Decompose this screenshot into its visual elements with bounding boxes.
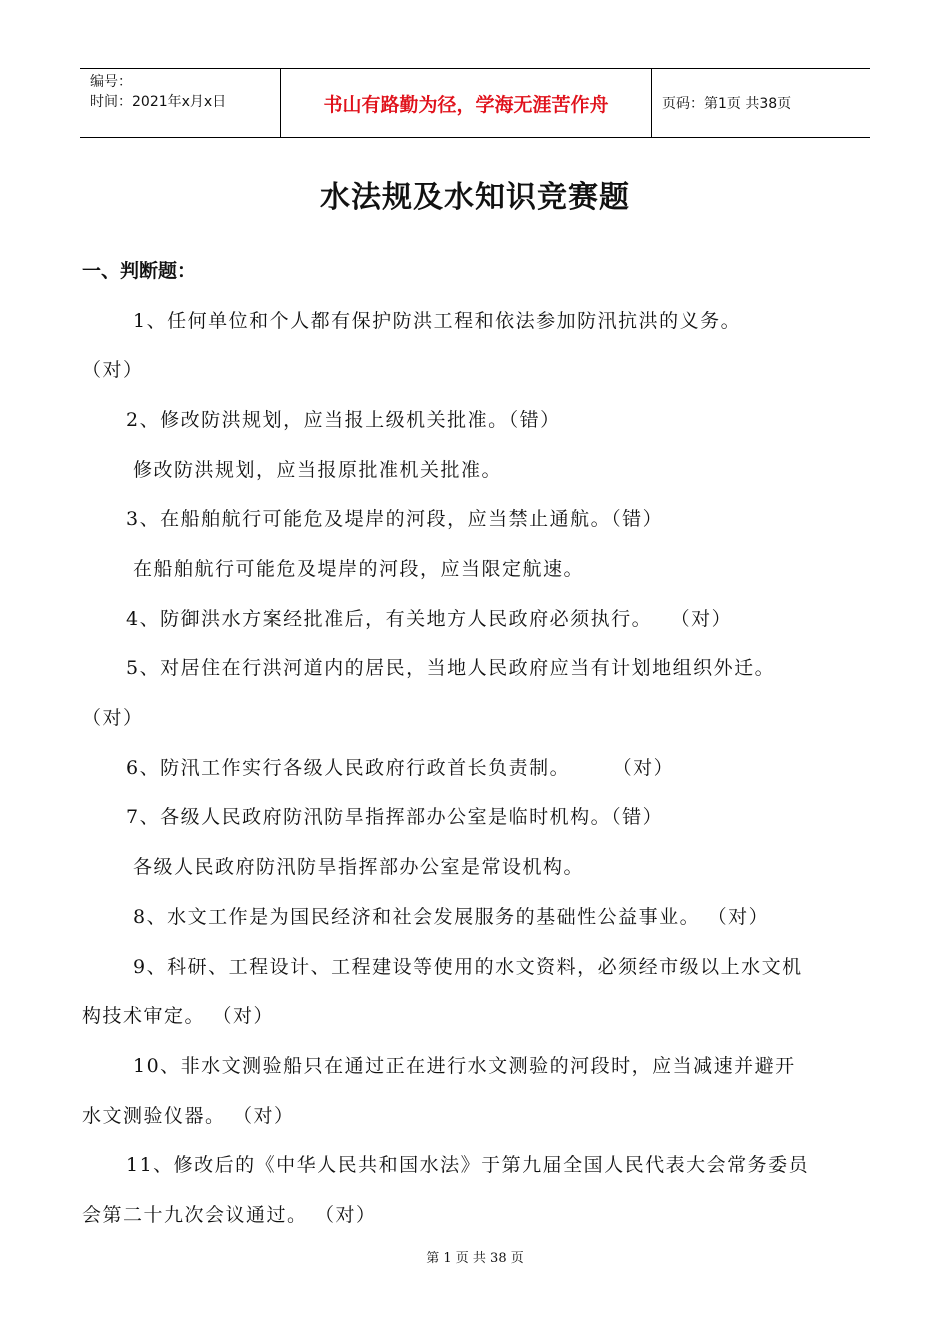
question-line: 4、防御洪水方案经批准后，有关地方人民政府必须执行。 （对） xyxy=(126,608,733,630)
question-line: 6、防汛工作实行各级人民政府行政首长负责制。 （对） xyxy=(126,757,675,779)
question-line: 1、任何单位和个人都有保护防洪工程和依法参加防汛抗洪的义务。 xyxy=(133,310,742,332)
time-label: 时间：2021年x月x日 xyxy=(90,94,227,110)
answer-line: （对） xyxy=(82,707,144,729)
question-line: 9、科研、工程设计、工程建设等使用的水文资料，必须经市级以上水文机 xyxy=(133,956,803,978)
question-line: 水文测验仪器。 （对） xyxy=(82,1105,295,1127)
question-line: 3、在船舶航行可能危及堤岸的河段，应当禁止通航。（错） xyxy=(126,508,664,530)
question-line: 8、水文工作是为国民经济和社会发展服务的基础性公益事业。 （对） xyxy=(133,906,770,928)
question-line: 11、修改后的《中华人民共和国水法》于第九届全国人民代表大会常务委员 xyxy=(126,1154,810,1176)
correction-line: 在船舶航行可能危及堤岸的河段，应当限定航速。 xyxy=(133,558,585,580)
question-line: 7、各级人民政府防汛防旱指挥部办公室是临时机构。（错） xyxy=(126,806,664,828)
header-page-info: 页码：第1页 共38页 xyxy=(662,96,792,112)
question-line: 10、非水文测验船只在通过正在进行水文测验的河段时，应当减速并避开 xyxy=(133,1055,796,1077)
correction-line: 修改防洪规划，应当报原批准机关批准。 xyxy=(133,459,503,481)
document-title: 水法规及水知识竞赛题 xyxy=(320,180,630,215)
header-motto: 书山有路勤为径，学海无涯苦作舟 xyxy=(280,69,652,137)
answer-line: （对） xyxy=(82,359,144,381)
code-label: 编号： xyxy=(90,74,132,90)
question-line: 5、对居住在行洪河道内的居民，当地人民政府应当有计划地组织外迁。 xyxy=(126,657,776,679)
section-heading: 一、判断题： xyxy=(82,260,197,282)
question-line: 构技术审定。 （对） xyxy=(82,1005,275,1027)
question-line: 会第二十九次会议通过。 （对） xyxy=(82,1204,377,1226)
page-footer: 第 1 页 共 38 页 xyxy=(426,1251,524,1266)
question-line: 2、修改防洪规划，应当报上级机关批准。（错） xyxy=(126,409,561,431)
header-meta xyxy=(80,69,280,137)
page-header xyxy=(80,68,870,138)
correction-line: 各级人民政府防汛防旱指挥部办公室是常设机构。 xyxy=(133,856,585,878)
